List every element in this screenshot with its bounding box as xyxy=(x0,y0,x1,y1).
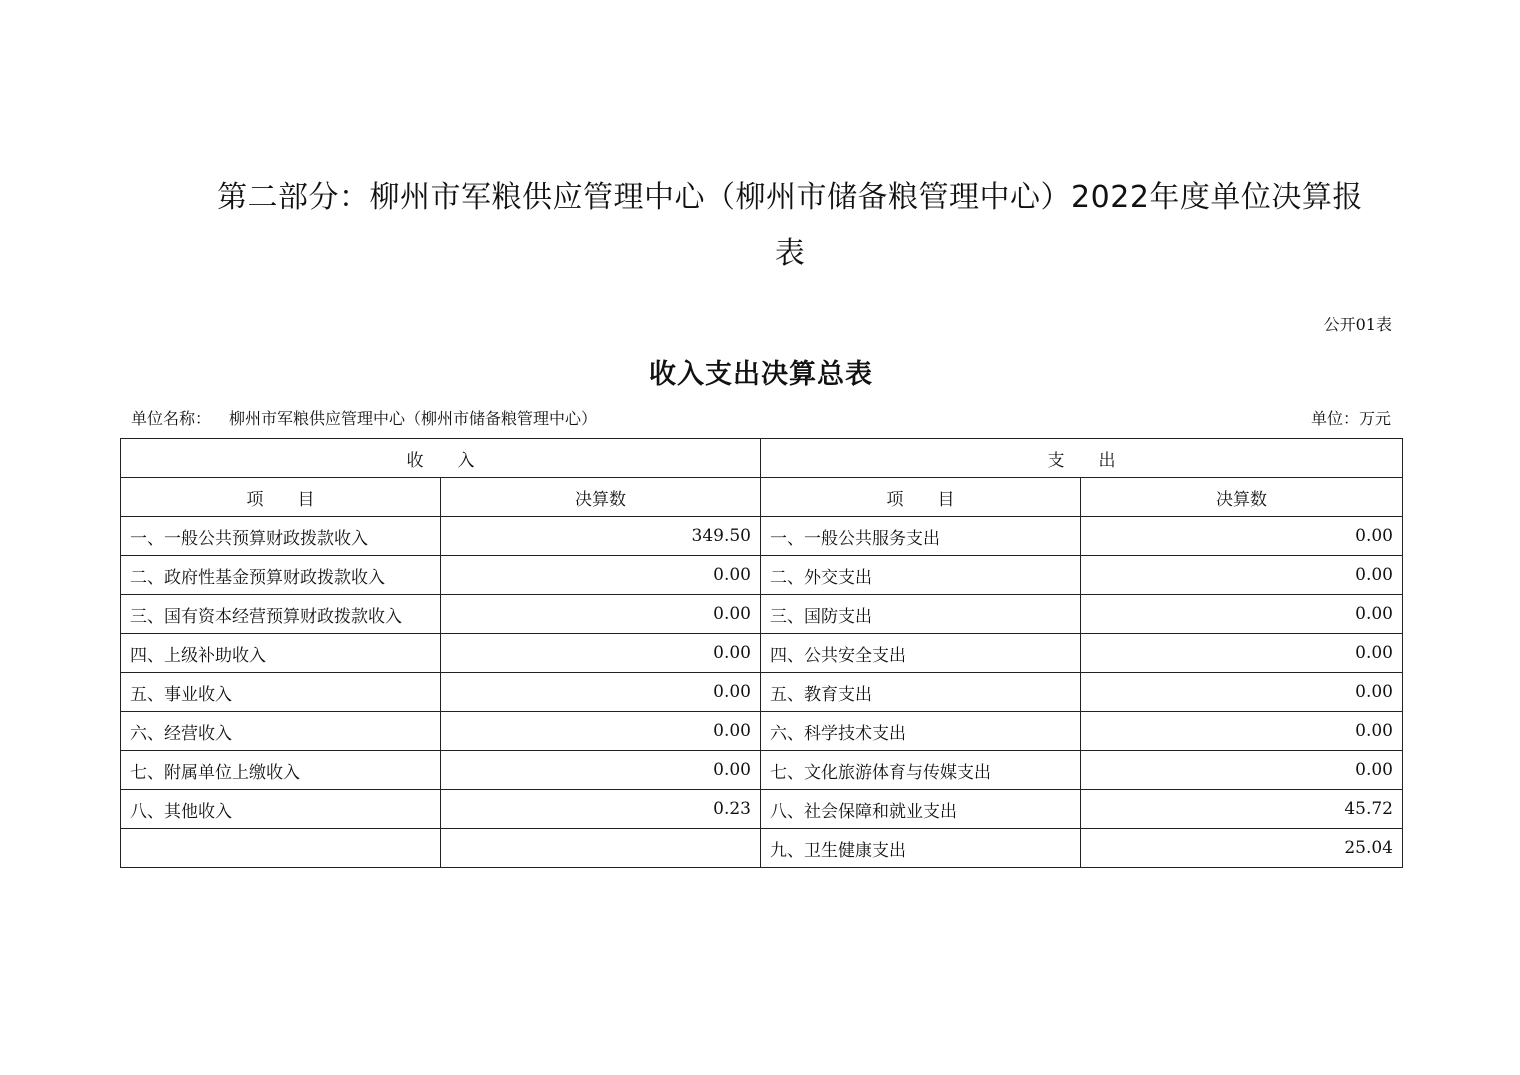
expense-amount-cell: 0.00 xyxy=(1081,751,1403,790)
income-item-cell: 四、上级补助收入 xyxy=(121,634,441,673)
income-item-cell: 三、国有资本经营预算财政拨款收入 xyxy=(121,595,441,634)
expense-group-header: 支 出 xyxy=(761,439,1403,478)
expense-item-cell: 一、一般公共服务支出 xyxy=(761,517,1081,556)
table-title: 收入支出决算总表 xyxy=(649,359,873,390)
income-amount-cell: 0.00 xyxy=(441,595,761,634)
table-row xyxy=(121,712,1403,751)
expense-amount-cell: 0.00 xyxy=(1081,556,1403,595)
income-expense-table xyxy=(120,438,1403,868)
expense-item-cell: 二、外交支出 xyxy=(761,556,1081,595)
expense-amount-cell: 0.00 xyxy=(1081,595,1403,634)
income-item-cell: 八、其他收入 xyxy=(121,790,441,829)
expense-item-cell: 五、教育支出 xyxy=(761,673,1081,712)
expense-item-header: 项 目 xyxy=(761,478,1081,517)
expense-amount-cell: 0.00 xyxy=(1081,673,1403,712)
expense-amount-cell: 45.72 xyxy=(1081,790,1403,829)
expense-item-cell: 七、文化旅游体育与传媒支出 xyxy=(761,751,1081,790)
table-row xyxy=(121,517,1403,556)
income-amount-cell: 0.00 xyxy=(441,673,761,712)
income-item-cell: 六、经营收入 xyxy=(121,712,441,751)
expense-amount-header: 决算数 xyxy=(1081,478,1403,517)
document-heading-line2: 表 xyxy=(774,236,806,271)
table-row xyxy=(121,829,1403,868)
table-column-header-row xyxy=(121,478,1403,517)
form-id: 公开01表 xyxy=(1323,315,1392,334)
expense-item-cell: 六、科学技术支出 xyxy=(761,712,1081,751)
expense-amount-cell: 0.00 xyxy=(1081,517,1403,556)
income-item-cell xyxy=(121,829,441,868)
table-row xyxy=(121,790,1403,829)
expense-amount-cell: 0.00 xyxy=(1081,634,1403,673)
table-row xyxy=(121,673,1403,712)
document-heading-line1: 第二部分：柳州市军粮供应管理中心（柳州市储备粮管理中心）2022年度单位决算报 xyxy=(217,180,1363,215)
income-amount-cell: 0.00 xyxy=(441,712,761,751)
expense-item-cell: 四、公共安全支出 xyxy=(761,634,1081,673)
income-amount-header: 决算数 xyxy=(441,478,761,517)
income-amount-cell: 0.00 xyxy=(441,751,761,790)
income-group-header: 收 入 xyxy=(121,439,761,478)
table-row xyxy=(121,595,1403,634)
table-row xyxy=(121,634,1403,673)
income-item-header: 项 目 xyxy=(121,478,441,517)
income-amount-cell: 0.00 xyxy=(441,634,761,673)
expense-amount-cell: 25.04 xyxy=(1081,829,1403,868)
income-item-cell: 七、附属单位上缴收入 xyxy=(121,751,441,790)
table-row xyxy=(121,556,1403,595)
table-row xyxy=(121,751,1403,790)
unit-row xyxy=(131,406,1391,429)
expense-item-cell: 九、卫生健康支出 xyxy=(761,829,1081,868)
expense-item-cell: 三、国防支出 xyxy=(761,595,1081,634)
table-group-header-row xyxy=(121,439,1403,478)
income-item-cell: 一、一般公共预算财政拨款收入 xyxy=(121,517,441,556)
income-item-cell: 二、政府性基金预算财政拨款收入 xyxy=(121,556,441,595)
income-amount-cell: 0.00 xyxy=(441,556,761,595)
income-amount-cell: 0.23 xyxy=(441,790,761,829)
income-amount-cell: 349.50 xyxy=(441,517,761,556)
expense-item-cell: 八、社会保障和就业支出 xyxy=(761,790,1081,829)
expense-amount-cell: 0.00 xyxy=(1081,712,1403,751)
unit-name: 柳州市军粮供应管理中心（柳州市储备粮管理中心） xyxy=(229,409,598,428)
unit-name-label: 单位名称： xyxy=(131,409,212,428)
income-item-cell: 五、事业收入 xyxy=(121,673,441,712)
unit-label: 单位：万元 xyxy=(1310,409,1391,428)
income-amount-cell xyxy=(441,829,761,868)
